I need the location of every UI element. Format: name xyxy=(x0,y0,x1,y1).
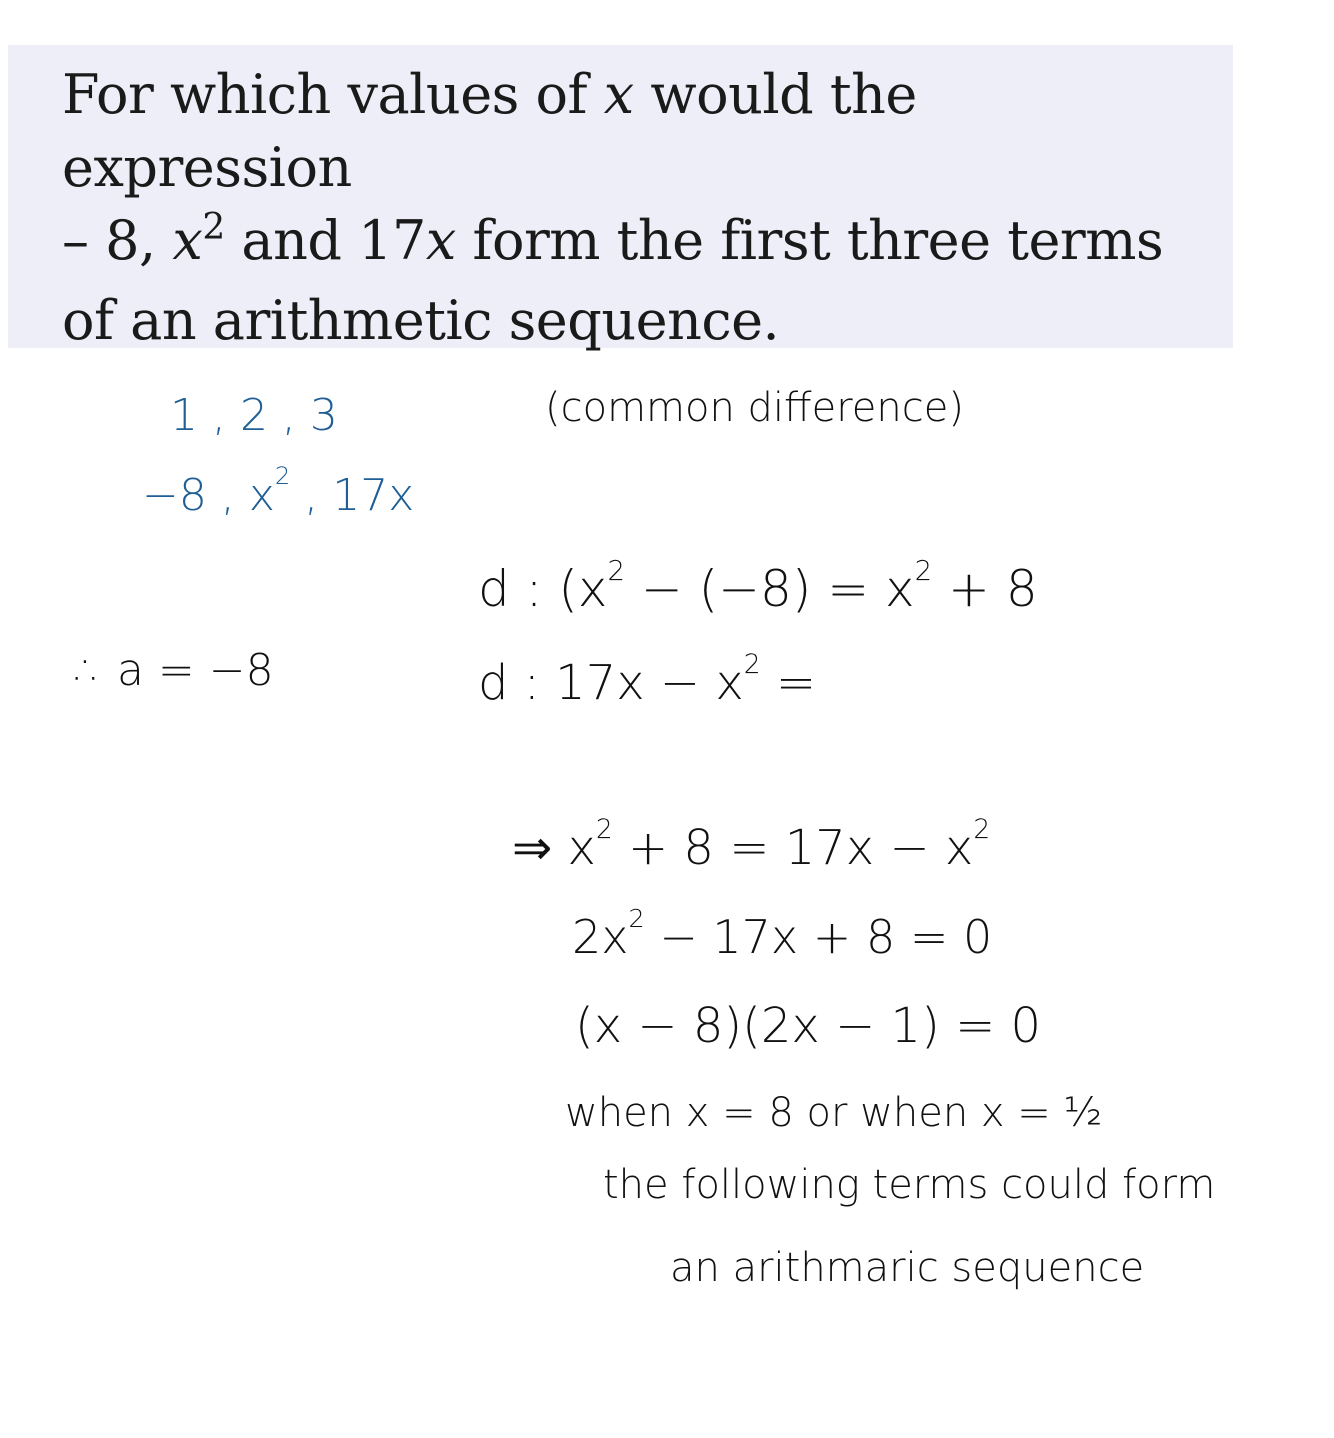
question-term-2-var: x xyxy=(172,209,203,272)
conclusion-line-2: an arithmaric sequence xyxy=(670,1245,1145,1291)
eq2-rhs: − 17x + 8 = 0 xyxy=(644,910,993,964)
question-variable-x: x xyxy=(603,63,634,126)
question-text xyxy=(62,58,1212,357)
eq1-lhs: ⇒ x xyxy=(512,820,596,876)
conclusion-line-1: the following terms could form xyxy=(603,1162,1216,1208)
d1-exponent-1: 2 xyxy=(607,555,625,587)
eq1-mid: + 8 = 17x − x xyxy=(612,820,974,876)
d1-rhs: + 8 xyxy=(932,560,1038,618)
term-positions: 1 , 2 , 3 xyxy=(170,390,338,441)
question-line3: of an arithmetic sequence. xyxy=(62,289,780,352)
question-term-2-exponent: 2 xyxy=(202,207,225,248)
solution-values: when x = 8 or when x = ½ xyxy=(565,1090,1103,1136)
d1-lhs: d : (x xyxy=(478,560,608,618)
question-line2-suffix: form the first three terms xyxy=(455,209,1164,272)
d2-exponent: 2 xyxy=(743,649,761,680)
difference-equation-1 xyxy=(478,555,1038,618)
eq2-exponent: 2 xyxy=(628,904,645,933)
question-term-3-var: x xyxy=(425,209,456,272)
question-term-1: – 8, xyxy=(62,209,173,272)
terms-tail: , 17x xyxy=(290,470,415,521)
d2-rhs: = xyxy=(760,655,817,711)
therefore-first-term: ∴ a = −8 xyxy=(75,645,274,696)
eq2-lhs: 2x xyxy=(572,910,629,964)
question-line1-suffix: would the expression xyxy=(62,63,917,199)
equation-step-2 xyxy=(572,904,993,964)
d1-exponent-2: 2 xyxy=(914,555,933,587)
d2-lhs: d : 17x − x xyxy=(478,655,744,711)
eq1-exponent-1: 2 xyxy=(595,814,613,845)
eq1-exponent-2: 2 xyxy=(973,814,991,845)
question-line1-prefix: For which values of xyxy=(62,63,604,126)
sequence-terms xyxy=(142,462,415,521)
d1-mid: − (−8) = x xyxy=(624,560,915,618)
question-term-3-prefix: and 17 xyxy=(224,209,426,272)
terms-exponent: 2 xyxy=(274,462,291,490)
equation-step-1 xyxy=(512,814,991,876)
factorised-equation: (x − 8)(2x − 1) = 0 xyxy=(575,998,1042,1054)
difference-equation-2 xyxy=(478,649,817,711)
terms-base: −8 , x xyxy=(142,470,275,521)
common-difference-note: (common difference) xyxy=(545,385,964,431)
